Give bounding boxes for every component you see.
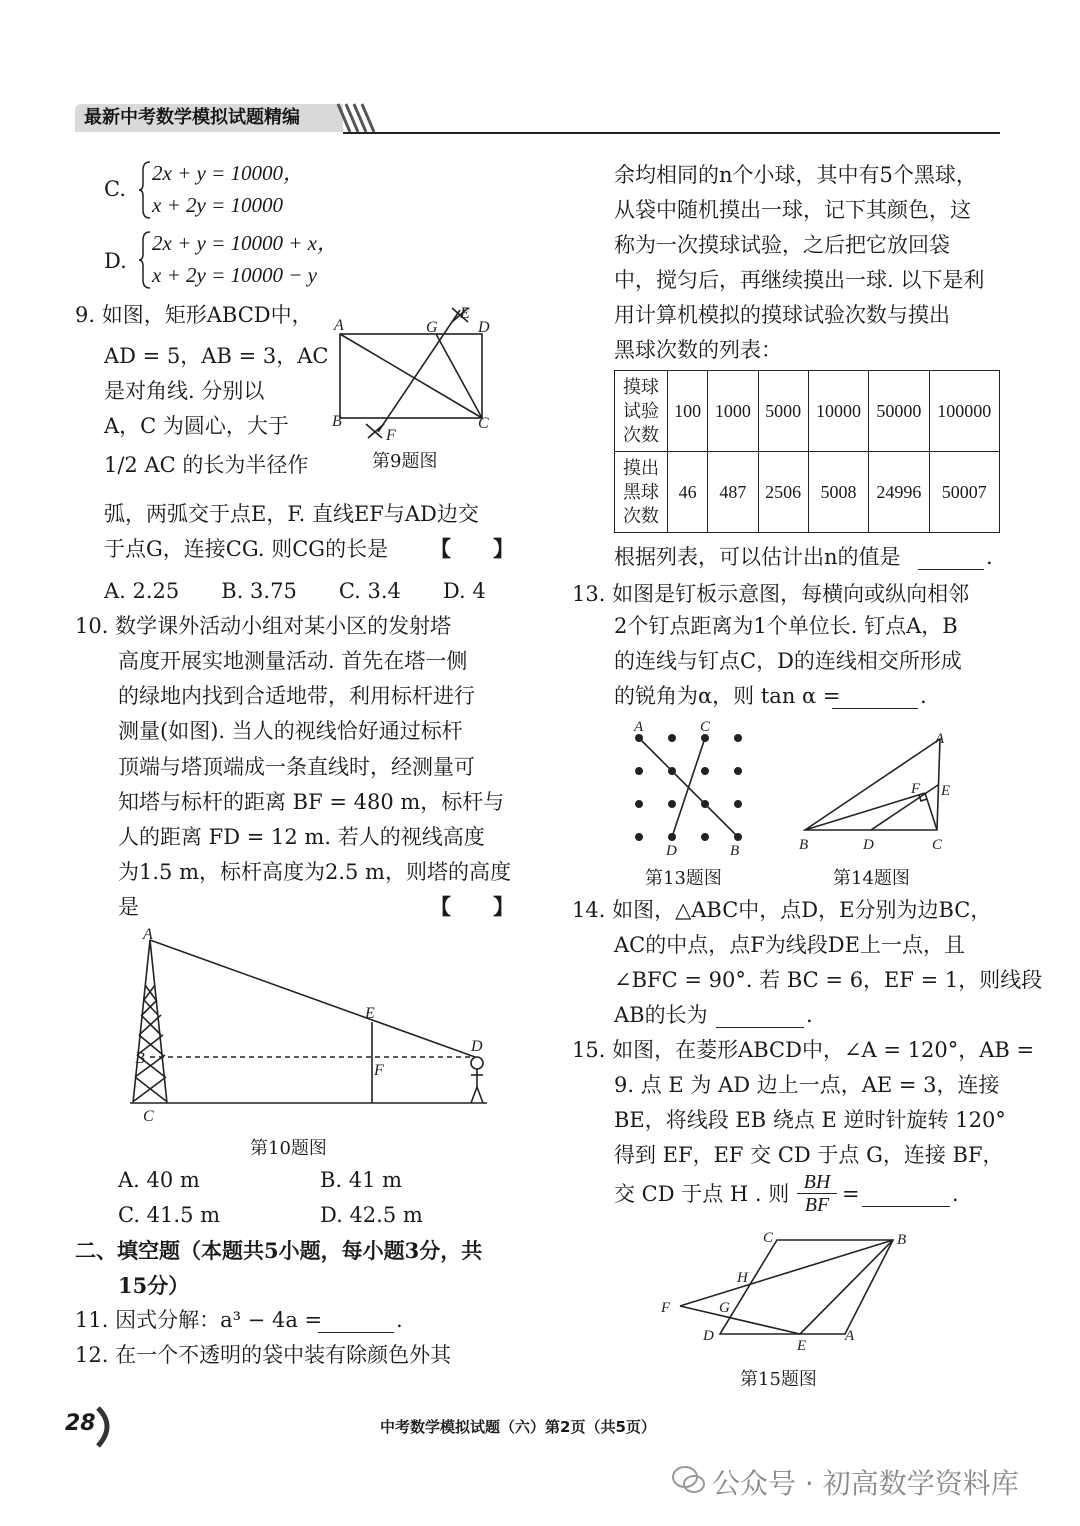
q13-label-a: A <box>634 719 644 735</box>
q15-label-a: A <box>845 1328 855 1344</box>
q8-d-equation-2: x + 2y = 10000 − y <box>152 263 317 287</box>
q10-label-a: A <box>143 926 153 943</box>
q15-line-2: 9. 点 E 为 AD 边上一点，AE = 3，连接 <box>614 1073 1000 1097</box>
q12-line-4: 中，搅匀后，再继续摸出一球. 以下是利 <box>614 268 985 292</box>
q8-c-brace <box>138 160 152 220</box>
q8-option-c-label: C. <box>104 177 126 201</box>
q10-line-9: 是 <box>118 895 139 919</box>
q8-d-equation-1: 2x + y = 10000 + x， <box>152 231 338 255</box>
q15-fraction-denominator: BF <box>804 1194 830 1216</box>
q12-table-row-trials <box>615 371 1000 452</box>
q14-line-2: AC的中点，点F为线段DE上一点，且 <box>614 933 965 957</box>
q10-line-5: 顶端与塔顶端成一条直线时，经测量可 <box>118 755 475 779</box>
q10-line-1: 10. 数学课外活动小组对某小区的发射塔 <box>75 614 452 638</box>
table-cell: 100000 <box>929 371 999 452</box>
q10-answer-bracket: 【 】 <box>430 895 514 919</box>
q14-label-d: D <box>863 837 874 853</box>
q14-label-c: C <box>932 837 943 853</box>
q12-row2-header-part: 次数 <box>623 506 659 526</box>
section2-heading-line-1: 二、填空题（本题共5小题，每小题3分，共 <box>75 1238 483 1263</box>
q8-c-equation-1: 2x + y = 10000， <box>152 161 304 185</box>
q8-option-d-label: D. <box>104 249 127 273</box>
q14-figure-triangle <box>795 725 960 860</box>
q10-label-c: C <box>143 1108 154 1125</box>
q15-line-3: BE，将线段 EB 绕点 E 逆时针旋转 120° <box>614 1108 1006 1132</box>
q12-line-1: 余均相同的n个小球，其中有5个黑球， <box>614 163 977 187</box>
table-cell: 5000 <box>758 371 808 452</box>
table-cell: 50007 <box>929 452 999 533</box>
q9-options: A. 2.25 B. 3.75 C. 3.4 D. 4 <box>104 579 486 603</box>
q12-row1-header <box>615 371 668 452</box>
q14-caption: 第14题图 <box>833 868 910 889</box>
q9-caption: 第9题图 <box>372 451 438 472</box>
q15-caption: 第15题图 <box>740 1369 817 1390</box>
q13-figure-pegboard <box>624 718 754 860</box>
footer-text: 中考数学模拟试题（六）第2页（共5页） <box>380 1418 656 1436</box>
wechat-icon <box>670 1462 710 1498</box>
q11-text: 11. 因式分解：a³ − 4a = <box>75 1308 323 1332</box>
q10-option-d: D. 42.5 m <box>320 1203 423 1227</box>
q10-line-4: 测量(如图). 当人的视线恰好通过标杆 <box>118 719 463 743</box>
q13-label-c: C <box>700 719 711 735</box>
q9-line-4: A，C 为圆心，大于 <box>104 414 289 438</box>
table-cell: 46 <box>668 452 708 533</box>
q9-line-3: 是对角线. 分别以 <box>104 379 265 403</box>
q15-line-1: 15. 如图，在菱形ABCD中，∠A = 120°，AB = <box>572 1038 1035 1062</box>
q15-fraction <box>797 1171 837 1216</box>
q9-label-d: D <box>478 319 490 336</box>
q15-equals: = <box>842 1182 860 1206</box>
table-cell: 100 <box>668 371 708 452</box>
q15-answer-blank <box>862 1182 950 1207</box>
q9-answer-bracket: 【 】 <box>430 537 514 561</box>
header-rule <box>343 132 1000 134</box>
q9-label-g: G <box>426 319 438 336</box>
q12-row2-header-part: 摸出 <box>623 458 659 478</box>
q12-answer-blank <box>918 545 984 570</box>
q12-row1-header-part: 试验 <box>623 401 659 421</box>
q9-line-5: 1/2 AC 的长为半径作 <box>104 453 309 477</box>
q13-line-2: 2个钉点距离为1个单位长. 钉点A，B <box>614 614 958 638</box>
header-title: 最新中考数学模拟试题精编 <box>84 107 300 128</box>
q13-line-1: 13. 如图是钉板示意图，每横向或纵向相邻 <box>572 582 970 606</box>
q9-label-b: B <box>332 413 342 430</box>
q14-label-a: A <box>935 731 945 747</box>
q10-option-c: C. 41.5 m <box>118 1203 221 1227</box>
q14-label-f: F <box>911 781 921 797</box>
q13-line-3: 的连线与钉点C，D的连线相交所形成 <box>614 649 962 673</box>
q15-label-e: E <box>797 1338 807 1352</box>
q12-trial-table <box>614 370 1000 533</box>
q10-line-2: 高度开展实地测量活动. 首先在塔一侧 <box>118 649 468 673</box>
table-cell: 24996 <box>869 452 929 533</box>
table-cell: 5008 <box>808 452 868 533</box>
q10-option-b: B. 41 m <box>320 1168 403 1192</box>
q10-label-f: F <box>374 1062 384 1079</box>
q9-line-6: 弧，两弧交于点E，F. 直线EF与AD边交 <box>104 502 479 526</box>
q15-figure-rhombus <box>655 1222 925 1352</box>
q10-caption: 第10题图 <box>250 1138 327 1159</box>
q9-label-a: A <box>334 317 344 334</box>
q15-label-h: H <box>737 1270 748 1286</box>
q14-label-e: E <box>941 783 951 799</box>
q10-line-6: 知塔与标杆的距离 BF = 480 m，标杆与 <box>118 790 505 814</box>
q9-label-f: F <box>386 427 396 442</box>
q14-line-1: 14. 如图，△ABC中，点D，E分别为边BC， <box>572 898 992 922</box>
q12-line-3: 称为一次摸球试验，之后把它放回袋 <box>614 233 950 257</box>
table-cell: 1000 <box>708 371 758 452</box>
q15-fraction-numerator: BH <box>797 1171 837 1194</box>
q8-c-equation-2: x + 2y = 10000 <box>152 193 283 217</box>
q15-label-g: G <box>719 1300 730 1316</box>
q10-label-b: B <box>135 1050 145 1067</box>
q11-period: . <box>396 1308 403 1332</box>
q13-label-b: B <box>730 843 740 859</box>
table-cell: 50000 <box>869 371 929 452</box>
q12-line-0: 12. 在一个不透明的袋中装有除颜色外其 <box>75 1343 452 1367</box>
q12-period: . <box>986 545 993 569</box>
q11-answer-blank <box>318 1308 394 1333</box>
q8-d-brace <box>138 230 152 290</box>
q12-row2-header-part: 黑球 <box>623 482 659 502</box>
q15-label-d: D <box>703 1328 714 1344</box>
q14-line-3: ∠BFC = 90°. 若 BC = 6，EF = 1，则线段 <box>614 968 1043 992</box>
header-stripes-decoration <box>330 100 390 136</box>
q13-label-d: D <box>666 843 677 859</box>
q12-after-table: 根据列表，可以估计出n的值是 <box>614 545 901 569</box>
q14-label-b: B <box>799 837 809 853</box>
section2-heading-line-2: 15分） <box>118 1273 190 1298</box>
q14-line-4: AB的长为 <box>614 1003 708 1027</box>
q9-label-c: C <box>478 415 489 432</box>
footer-page-number: 28 <box>65 1411 96 1436</box>
q15-label-c: C <box>763 1230 774 1246</box>
q13-period: . <box>920 684 927 708</box>
q15-label-f: F <box>661 1300 671 1316</box>
q10-figure-tower <box>125 925 500 1125</box>
table-cell: 10000 <box>808 371 868 452</box>
q9-figure-rectangle <box>330 302 510 442</box>
q12-line-5: 用计算机模拟的摸球试验次数与摸出 <box>614 303 950 327</box>
q10-line-8: 为1.5 m，标杆高度为2.5 m，则塔的高度 <box>118 860 511 884</box>
q9-line-2: AD = 5，AB = 3，AC <box>104 344 329 368</box>
q13-caption: 第13题图 <box>645 868 722 889</box>
q12-row1-header-part: 摸球 <box>623 377 659 397</box>
q10-line-3: 的绿地内找到合适地带，利用标杆进行 <box>118 684 475 708</box>
q13-line-4: 的锐角为α，则 tan α = <box>614 684 841 708</box>
q12-line-6: 黑球次数的列表： <box>614 338 782 362</box>
table-cell: 2506 <box>758 452 808 533</box>
q15-label-b: B <box>897 1232 907 1248</box>
q10-label-d: D <box>471 1038 483 1055</box>
q10-label-e: E <box>365 1005 375 1022</box>
q15-line-5-prefix: 交 CD 于点 H . 则 <box>614 1182 790 1206</box>
q9-line-1: 9. 如图，矩形ABCD中， <box>75 303 313 327</box>
q9-line-7: 于点G，连接CG. 则CG的长是 <box>104 537 389 561</box>
q14-period: . <box>806 1003 813 1027</box>
q12-row2-header <box>615 452 668 533</box>
q13-answer-blank <box>832 684 918 709</box>
q12-row1-header-part: 次数 <box>623 425 659 445</box>
q12-table-row-black <box>615 452 1000 533</box>
q9-label-e: E <box>460 305 470 322</box>
q15-line-4: 得到 EF，EF 交 CD 于点 G，连接 BF， <box>614 1143 1004 1167</box>
q10-line-7: 人的距离 FD = 12 m. 若人的视线高度 <box>118 825 485 849</box>
watermark-text: 公众号 · 初高数学资料库 <box>712 1467 1019 1500</box>
q14-answer-blank <box>716 1003 804 1028</box>
q12-line-2: 从袋中随机摸出一球，记下其颜色，这 <box>614 198 971 222</box>
table-cell: 487 <box>708 452 758 533</box>
q10-option-a: A. 40 m <box>118 1168 200 1192</box>
q15-period: . <box>952 1182 959 1206</box>
